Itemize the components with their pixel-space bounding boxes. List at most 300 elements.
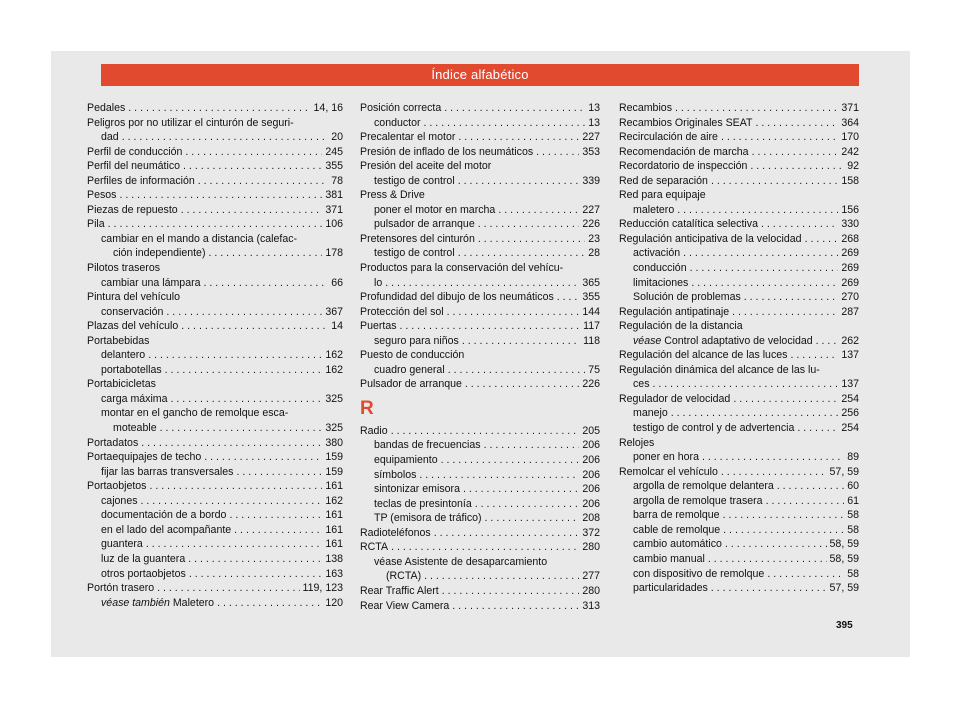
dot-leader bbox=[690, 261, 839, 276]
page-ref: 227 bbox=[582, 131, 600, 144]
dot-leader bbox=[441, 453, 580, 468]
entry-term bbox=[360, 526, 431, 541]
entry-term bbox=[619, 130, 718, 145]
entry-text: Rear View Camera bbox=[360, 599, 450, 612]
entry-term bbox=[633, 246, 680, 261]
index-entry bbox=[619, 552, 859, 567]
index-entry bbox=[619, 130, 859, 145]
index-entry bbox=[87, 319, 343, 334]
entry-text: Presión de inflado de los neumáticos bbox=[360, 145, 534, 158]
dot-leader bbox=[141, 494, 323, 509]
index-entry bbox=[360, 246, 600, 261]
entry-term bbox=[87, 145, 182, 160]
index-column-3 bbox=[619, 101, 859, 596]
page-ref: 226 bbox=[582, 378, 600, 391]
entry-term bbox=[87, 217, 105, 232]
index-entry bbox=[619, 276, 859, 291]
entry-term bbox=[360, 319, 397, 334]
index-entry bbox=[87, 145, 343, 160]
index-entry-heading: Presión del aceite del motor bbox=[360, 160, 492, 173]
page-ref: 208 bbox=[582, 512, 600, 525]
index-entry bbox=[360, 468, 600, 483]
index-entry bbox=[360, 584, 600, 599]
entry-term bbox=[101, 348, 145, 363]
entry-text: Pulsador de arranque bbox=[360, 378, 462, 391]
dot-leader bbox=[733, 392, 838, 407]
dot-leader bbox=[462, 334, 580, 349]
entry-text: Regulación del alcance de las luces bbox=[619, 349, 788, 362]
entry-text: Solución de problemas bbox=[633, 291, 741, 304]
entry-text: Regulación antipatinaje bbox=[619, 305, 730, 318]
entry-term bbox=[87, 101, 125, 116]
index-entry bbox=[619, 305, 859, 320]
entry-term bbox=[633, 523, 720, 538]
page-ref: 58, 59 bbox=[829, 552, 859, 565]
entry-text: Recambios bbox=[619, 102, 672, 114]
page-ref: 254 bbox=[841, 422, 859, 435]
index-entry bbox=[360, 174, 600, 189]
entry-term bbox=[101, 537, 143, 552]
dot-leader bbox=[458, 130, 579, 145]
index-entry bbox=[619, 116, 859, 131]
dot-leader bbox=[204, 450, 322, 465]
entry-term bbox=[101, 552, 185, 567]
dot-leader bbox=[723, 508, 845, 523]
entry-text: Portaobjetos bbox=[87, 480, 147, 493]
dot-leader bbox=[498, 203, 579, 218]
entry-text: Red de separación bbox=[619, 174, 708, 187]
dot-leader bbox=[677, 203, 838, 218]
index-entry-heading: Pintura del vehículo bbox=[87, 291, 181, 304]
page-ref: 161 bbox=[325, 480, 343, 493]
dot-leader bbox=[185, 145, 322, 160]
dot-leader bbox=[752, 145, 839, 160]
dot-leader bbox=[189, 567, 323, 582]
entry-term bbox=[360, 130, 455, 145]
index-entry bbox=[360, 319, 600, 334]
index-entry bbox=[619, 174, 859, 189]
page-ref: 371 bbox=[325, 203, 343, 216]
entry-text: maletero bbox=[633, 203, 675, 216]
page-ref: 206 bbox=[582, 439, 600, 452]
page-ref: 206 bbox=[582, 454, 600, 467]
index-entry-heading: Press & Drive bbox=[360, 189, 425, 202]
dot-leader bbox=[165, 363, 323, 378]
entry-text: particularidades bbox=[633, 582, 708, 595]
index-entry bbox=[360, 482, 600, 497]
dot-leader bbox=[557, 290, 580, 305]
dot-leader bbox=[725, 537, 827, 552]
entry-text: fijar las barras transversales bbox=[101, 465, 234, 478]
entry-text: documentación de a bordo bbox=[101, 509, 227, 522]
index-entry bbox=[87, 552, 343, 567]
dot-leader bbox=[447, 305, 580, 320]
entry-term bbox=[374, 203, 495, 218]
entry-text: luz de la guantera bbox=[101, 552, 186, 565]
index-entry bbox=[87, 479, 343, 494]
entry-text: poner el motor en marcha bbox=[374, 203, 496, 216]
entry-term bbox=[374, 174, 455, 189]
page-ref: 23 bbox=[588, 232, 600, 245]
index-entry-heading: véase Asistente de desaparcamiento bbox=[374, 555, 548, 568]
entry-text: Recomendación de marcha bbox=[619, 145, 749, 158]
entry-term bbox=[360, 232, 475, 247]
index-entry bbox=[360, 363, 600, 378]
entry-term bbox=[360, 377, 462, 392]
entry-text: guantera bbox=[101, 538, 143, 551]
entry-text: TP (emisora de tráfico) bbox=[374, 512, 482, 525]
entry-term bbox=[101, 465, 233, 480]
dot-leader bbox=[157, 581, 299, 596]
index-entry bbox=[360, 526, 600, 541]
index-entry bbox=[619, 465, 859, 480]
dot-leader bbox=[750, 159, 844, 174]
entry-term bbox=[101, 392, 168, 407]
index-entry bbox=[619, 246, 859, 261]
entry-term bbox=[113, 421, 157, 436]
dot-leader bbox=[424, 569, 579, 584]
entry-term bbox=[87, 203, 178, 218]
entry-term bbox=[101, 523, 231, 538]
index-entry bbox=[619, 421, 859, 436]
entry-term bbox=[633, 421, 794, 436]
dot-leader bbox=[448, 363, 586, 378]
entry-term bbox=[113, 246, 205, 261]
page-ref: 28 bbox=[588, 247, 600, 260]
entry-term bbox=[101, 494, 138, 509]
dot-leader bbox=[171, 392, 323, 407]
dot-leader bbox=[653, 377, 839, 392]
index-entry bbox=[87, 174, 343, 189]
entry-term bbox=[633, 334, 813, 349]
page-ref: 162 bbox=[325, 363, 343, 376]
entry-term bbox=[374, 334, 459, 349]
entry-text: activación bbox=[633, 247, 681, 260]
dot-leader bbox=[108, 217, 323, 232]
entry-text: cambiar una lámpara bbox=[101, 276, 201, 289]
dot-leader bbox=[400, 319, 581, 334]
page-ref: 161 bbox=[325, 538, 343, 551]
dot-leader bbox=[217, 596, 322, 611]
page-ref: 60 bbox=[847, 480, 859, 493]
entry-term bbox=[633, 276, 688, 291]
page-ref: 144 bbox=[582, 305, 600, 318]
dot-leader bbox=[160, 421, 323, 436]
page-ref: 92 bbox=[847, 160, 859, 173]
dot-leader bbox=[478, 232, 585, 247]
page-ref: 14 bbox=[331, 320, 343, 333]
page-ref: 277 bbox=[582, 570, 600, 583]
dot-leader bbox=[208, 246, 322, 261]
dot-leader bbox=[234, 523, 322, 538]
entry-term bbox=[374, 363, 445, 378]
page-ref: 89 bbox=[847, 451, 859, 464]
page-ref: 280 bbox=[582, 584, 600, 597]
index-entry bbox=[619, 450, 859, 465]
page-ref: 137 bbox=[841, 378, 859, 391]
entry-text: Portón trasero bbox=[87, 582, 155, 595]
entry-term bbox=[87, 188, 116, 203]
page-ref: 270 bbox=[841, 291, 859, 304]
dot-leader bbox=[732, 305, 838, 320]
entry-text: Remolcar el vehículo bbox=[619, 465, 718, 478]
entry-text: Recordatorio de inspección bbox=[619, 160, 748, 173]
index-entry bbox=[87, 159, 343, 174]
dot-leader bbox=[465, 377, 579, 392]
page-ref: 365 bbox=[582, 276, 600, 289]
index-entry bbox=[360, 276, 600, 291]
dot-leader bbox=[797, 421, 838, 436]
entry-term bbox=[360, 540, 388, 555]
entry-term bbox=[633, 567, 764, 582]
page-ref: 118 bbox=[583, 334, 600, 347]
entry-term bbox=[101, 363, 162, 378]
page-ref: 206 bbox=[582, 483, 600, 496]
entry-text: Reducción catalítica selectiva bbox=[619, 218, 758, 231]
dot-leader bbox=[484, 438, 580, 453]
page-ref: 245 bbox=[325, 145, 343, 158]
index-entry bbox=[360, 116, 600, 131]
page-ref: 371 bbox=[841, 102, 859, 114]
page-ref: 256 bbox=[841, 407, 859, 420]
dot-leader bbox=[475, 497, 580, 512]
entry-text: argolla de remolque trasera bbox=[633, 494, 763, 507]
dot-leader bbox=[478, 217, 580, 232]
index-entry bbox=[87, 392, 343, 407]
index-entry bbox=[619, 508, 859, 523]
dot-leader bbox=[181, 203, 323, 218]
index-entry bbox=[619, 581, 859, 596]
page-ref: 20 bbox=[331, 131, 343, 144]
entry-term bbox=[633, 479, 774, 494]
entry-text: Perfil de conducción bbox=[87, 145, 183, 158]
entry-term bbox=[87, 174, 195, 189]
index-column-1 bbox=[87, 101, 343, 610]
index-entry bbox=[619, 217, 859, 232]
dot-leader bbox=[761, 217, 838, 232]
index-entry bbox=[360, 569, 600, 584]
entry-text: manejo bbox=[633, 407, 668, 420]
entry-term bbox=[633, 552, 705, 567]
entry-text: lo bbox=[374, 276, 383, 289]
page-ref: 162 bbox=[325, 494, 343, 507]
index-entry bbox=[360, 377, 600, 392]
entry-text: otros portaobjetos bbox=[101, 567, 186, 580]
entry-term bbox=[374, 217, 475, 232]
index-entry bbox=[619, 232, 859, 247]
page-ref: 161 bbox=[325, 509, 343, 522]
entry-term bbox=[619, 305, 729, 320]
entry-term bbox=[360, 290, 554, 305]
index-entry-heading: Peligros por no utilizar el cinturón de seguri- bbox=[87, 116, 294, 129]
entry-text: conductor bbox=[374, 116, 421, 129]
dot-leader bbox=[198, 174, 328, 189]
entry-text: Recirculación de aire bbox=[619, 131, 718, 144]
dot-leader bbox=[485, 511, 580, 526]
page-ref: 381 bbox=[325, 189, 343, 202]
index-entry bbox=[87, 508, 343, 523]
entry-text: Radio bbox=[360, 424, 388, 437]
page-ref: 330 bbox=[841, 218, 859, 231]
entry-term bbox=[633, 581, 708, 596]
entry-text: ción independiente) bbox=[113, 247, 206, 260]
entry-text: Pedales bbox=[87, 102, 126, 114]
entry-term bbox=[101, 130, 119, 145]
index-entry bbox=[619, 377, 859, 392]
entry-term bbox=[87, 436, 138, 451]
page-ref: 159 bbox=[325, 465, 343, 478]
entry-term bbox=[374, 497, 472, 512]
index-entry bbox=[87, 436, 343, 451]
entry-text: RCTA bbox=[360, 541, 389, 554]
dot-leader bbox=[229, 508, 322, 523]
index-entry bbox=[360, 101, 600, 116]
index-entry bbox=[619, 494, 859, 509]
index-entry-heading: Relojes bbox=[619, 436, 655, 449]
index-entry bbox=[87, 494, 343, 509]
entry-term bbox=[374, 482, 460, 497]
dot-leader bbox=[723, 523, 844, 538]
dot-leader bbox=[452, 599, 579, 614]
index-column-2 bbox=[360, 101, 600, 613]
entry-term bbox=[633, 261, 687, 276]
index-entry-heading: Regulación dinámica del alcance de las lu- bbox=[619, 363, 820, 376]
entry-term bbox=[633, 290, 741, 305]
entry-text: ces bbox=[633, 378, 650, 391]
index-entry bbox=[619, 203, 859, 218]
entry-text: testigo de control bbox=[374, 174, 455, 187]
page-ref: 106 bbox=[325, 218, 343, 231]
index-entry bbox=[87, 217, 343, 232]
entry-term bbox=[374, 511, 482, 526]
page-ref: 380 bbox=[325, 436, 343, 449]
page-ref: 269 bbox=[841, 262, 859, 275]
dot-leader bbox=[805, 232, 839, 247]
dot-leader bbox=[721, 465, 827, 480]
entry-term bbox=[87, 479, 146, 494]
entry-term bbox=[633, 450, 699, 465]
index-entry bbox=[619, 537, 859, 552]
page-ref: 120 bbox=[325, 596, 343, 609]
dot-leader bbox=[141, 436, 322, 451]
page-header: Índice alfabético bbox=[101, 64, 859, 86]
page-ref: 138 bbox=[325, 552, 343, 565]
page-ref: 58 bbox=[847, 523, 859, 536]
dot-leader bbox=[755, 116, 838, 131]
entry-term bbox=[101, 276, 201, 291]
index-entry bbox=[619, 159, 859, 174]
entry-term bbox=[87, 319, 178, 334]
index-entry bbox=[87, 581, 343, 596]
entry-text: con dispositivo de remolque bbox=[633, 567, 765, 580]
entry-term bbox=[101, 567, 186, 582]
see-also-prefix: véase bbox=[633, 334, 662, 347]
entry-text: testigo de control bbox=[374, 247, 455, 260]
entry-term bbox=[374, 438, 481, 453]
index-entry bbox=[87, 130, 343, 145]
page-ref: 206 bbox=[582, 497, 600, 510]
entry-text: Rear Traffic Alert bbox=[360, 584, 439, 597]
page-ref: 325 bbox=[325, 392, 343, 405]
entry-text: conducción bbox=[633, 262, 687, 275]
entry-term bbox=[101, 596, 214, 611]
entry-term bbox=[619, 116, 752, 131]
entry-text: Regulador de velocidad bbox=[619, 392, 731, 405]
page-ref: 170 bbox=[841, 131, 859, 144]
entry-text: Pila bbox=[87, 218, 105, 231]
index-entry bbox=[87, 596, 343, 611]
entry-term bbox=[87, 159, 180, 174]
entry-text: Pesos bbox=[87, 189, 117, 202]
entry-text: Piezas de repuesto bbox=[87, 203, 178, 216]
index-entry-heading: Red para equipaje bbox=[619, 189, 706, 202]
dot-leader bbox=[744, 290, 839, 305]
dot-leader bbox=[236, 465, 322, 480]
entry-text: bandas de frecuencias bbox=[374, 439, 481, 452]
index-entry bbox=[87, 421, 343, 436]
dot-leader bbox=[122, 130, 329, 145]
index-entry bbox=[87, 246, 343, 261]
page-ref: 178 bbox=[325, 247, 343, 260]
entry-term bbox=[374, 468, 416, 483]
dot-leader bbox=[777, 479, 844, 494]
index-entry bbox=[87, 465, 343, 480]
entry-text: carga máxima bbox=[101, 392, 168, 405]
index-entry bbox=[619, 334, 859, 349]
index-entry bbox=[619, 261, 859, 276]
entry-text: Radioteléfonos bbox=[360, 526, 431, 539]
dot-leader bbox=[419, 468, 579, 483]
entry-text: pulsador de arranque bbox=[374, 218, 475, 231]
entry-text: conservación bbox=[101, 305, 164, 318]
dot-leader bbox=[434, 526, 580, 541]
entry-text: dad bbox=[101, 131, 119, 144]
index-entry bbox=[87, 537, 343, 552]
entry-term bbox=[360, 145, 533, 160]
dot-leader bbox=[444, 101, 585, 116]
entry-text: Profundidad del dibujo de los neumáticos bbox=[360, 291, 554, 304]
page-ref: 117 bbox=[583, 320, 600, 333]
index-entry-heading: Regulación de la distancia bbox=[619, 320, 743, 333]
index-entry bbox=[87, 203, 343, 218]
entry-term bbox=[633, 406, 668, 421]
index-entry bbox=[87, 305, 343, 320]
index-entry bbox=[360, 203, 600, 218]
entry-term bbox=[619, 217, 758, 232]
page-ref: 66 bbox=[331, 276, 343, 289]
index-entry bbox=[619, 145, 859, 160]
entry-term bbox=[619, 348, 787, 363]
entry-term bbox=[619, 101, 672, 116]
entry-text: Posición correcta bbox=[360, 102, 442, 114]
page-ref: 372 bbox=[582, 526, 600, 539]
see-also-prefix: véase también bbox=[101, 596, 170, 609]
index-entry bbox=[360, 305, 600, 320]
entry-term bbox=[633, 537, 722, 552]
page-ref: 226 bbox=[582, 218, 600, 231]
entry-term bbox=[374, 276, 382, 291]
page-ref: 227 bbox=[582, 203, 600, 216]
dot-leader bbox=[721, 130, 838, 145]
entry-term bbox=[619, 145, 749, 160]
entry-text: cambio manual bbox=[633, 552, 705, 565]
index-entry-heading: montar en el gancho de remolque esca- bbox=[101, 407, 289, 420]
index-entry bbox=[360, 497, 600, 512]
index-entry bbox=[619, 348, 859, 363]
entry-text: Recambios Originales SEAT bbox=[619, 116, 753, 129]
dot-leader bbox=[702, 450, 844, 465]
index-entry bbox=[360, 334, 600, 349]
